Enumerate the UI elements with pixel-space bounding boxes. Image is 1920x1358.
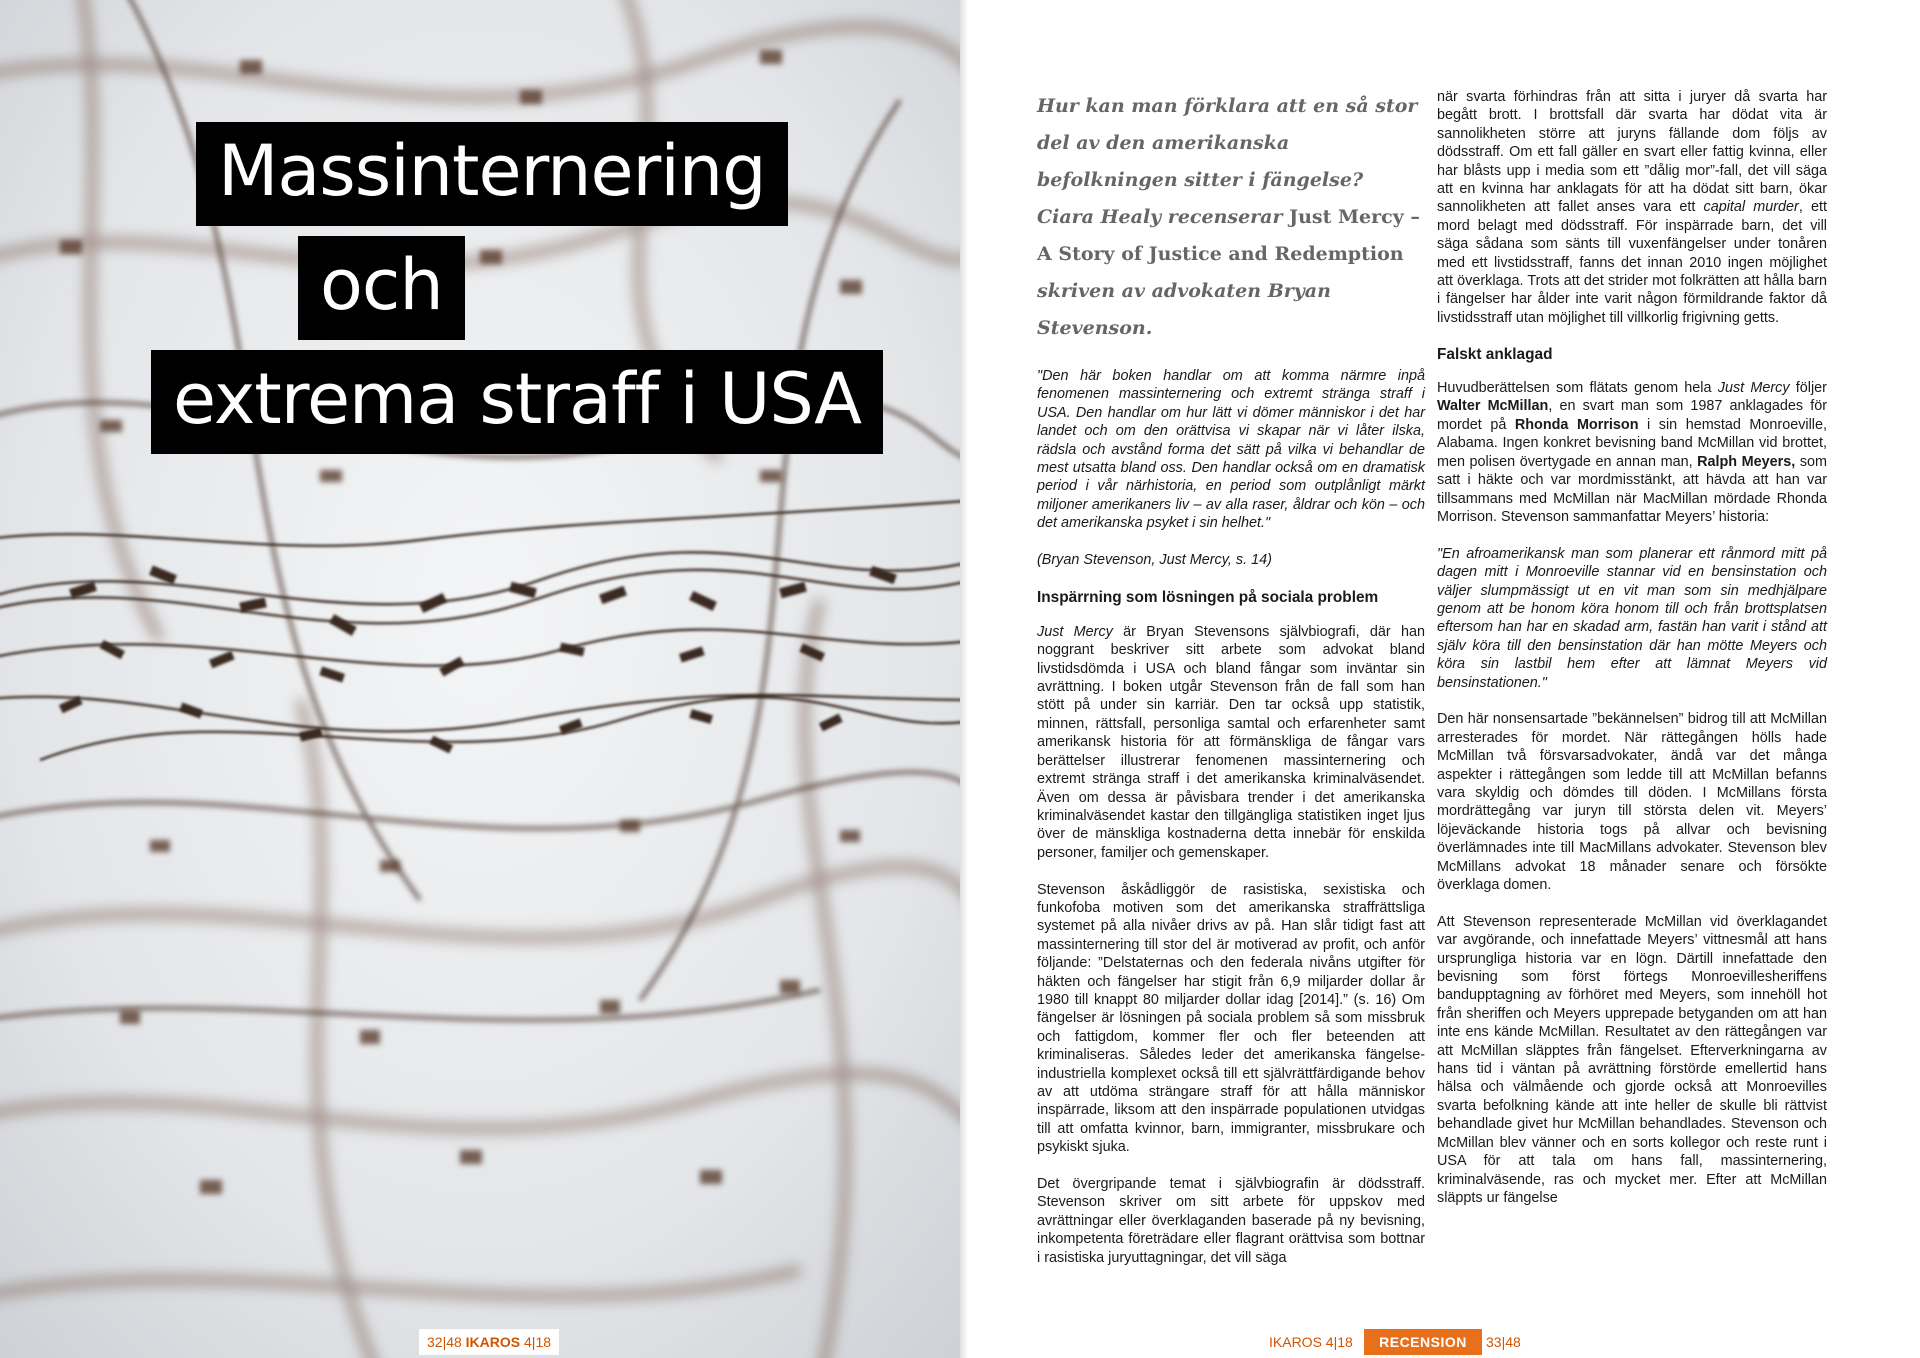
paragraph-2: Stevenson åskådliggör de rasistiska, sexistiska och funkofoba motiven som det amerikanska straffrättsliga systemet på alla nivåer drivs av på. Han slår tidigt fast att massinternering till stor del är motiverad av profit, och anför följande: ”Delstaternas och den federala nivåns utgifter för häkten och fängelser har stigit från 6,9 miljarder dollar år 1980 till knappt 80 miljarder dollar idag [2014].” (s. 16) Om fängelser är lösningen på sociala problem så som missbruk och fattigdom, kommer fler och fler beteenden att kriminaliseras. Således leder det amerikanska fängelse-industriella komplexet också till ett självrättfärdigande behov av att utdöma strängare straff för att hålla människor inspärrade, liksom att den inspärrade populationen utvidgas till att omfatta kvinnor, barn, immigranter, missbrukare och psykiskt sjuka. — [1037, 881, 1425, 1156]
intro-text-end: skriven av advokaten Bryan Stevenson. — [1037, 280, 1331, 339]
paragraph-4-text-b: , ett mord belagt med dödsstraff. För inspärrade barn, det vill säga sådana som sänts till vuxenfängelser under tonåren med ett livstidsstraff, fanns det innan 2010 ingen möjlighet att överklaga. Trots att det strider mot folkrätten att hålla barn i fängelser har ålder inte varit någon förmildrande faktor då livstidsstraff utan möjlighet till villkorlig frigivning getts. — [1437, 199, 1828, 326]
left-magazine-name: IKAROS — [465, 1334, 521, 1350]
title-line-3: extrema straff i USA — [151, 350, 883, 454]
opening-quote: "Den här boken handlar om att komma närmre inpå fenomenen massinternering och extremt stränga straff i USA. Den handlar om hur lätt vi dömer människor i det har landet och om den orättvisa vi skapar när vi låter ilska, rädsla och avstånd forma det sätt på vilka vi behandlar de mest utsatta bland oss. Den handlar också om en dramatisk period i vår närhistoria, en period som outplånligt märkt miljoner amerikaners liv – av alla raser, åldrar och kön – och det amerikanska psyket i sin helhet." — [1037, 368, 1425, 532]
p5-name-ralph: Ralph Meyers, — [1697, 453, 1796, 470]
paragraph-5 — [1437, 379, 1827, 526]
p5-t1: Huvudberättelsen som flätats genom hela — [1437, 380, 1718, 397]
text-column-1 — [1037, 88, 1425, 1285]
left-page-number: 32|48 — [427, 1334, 462, 1350]
section-heading-inspärrning: Inspärrning som lösningen på sociala problem — [1037, 589, 1379, 607]
text-column-2 — [1437, 88, 1827, 1226]
section-heading-falskt-anklagad: Falskt anklagad — [1437, 345, 1553, 363]
p5-book-title: Just Mercy — [1717, 380, 1790, 397]
right-page — [960, 0, 1920, 1358]
p5-t2: följer — [1789, 380, 1827, 397]
right-issue-label: IKAROS 4|18 — [1269, 1334, 1353, 1350]
paragraph-1 — [1037, 623, 1425, 862]
meyers-quote: "En afroamerikansk man som planerar ett rånmord mitt på dagen mitt i Monroeville stannar vid en bensinstation och väljer slumpmässigt ut en vit man som sin medhjälpare genom att be honom köra honom till och från brottsplatsen eftersom han har en skadad arm, fastän han varit i stånd att själv köra till den bensinstation där han mötte Meyers och köra sin lastbil hem efter att lämnat Meyers vid bensinstationen." — [1437, 545, 1827, 691]
p5-name-walter: Walter McMillan — [1437, 398, 1549, 415]
article-intro — [1037, 88, 1425, 347]
book-title-inline: Just Mercy — [1037, 623, 1113, 640]
intro-text: Hur kan man förklara att en så stor del av den amerikanska befolkningen sitter i fängelse? Ciara Healy recenserar — [1037, 95, 1418, 228]
paragraph-1-text: är Bryan Stevensons självbiografi, där han noggrant beskriver sitt arbete som advokat bland livstidsdömda i USA och bland fångar som inväntar sin avrättning. I boken utgår Stevenson från de fall som han stött på under sin karriär. Den tar också upp statistik, minnen, rättsfall, personliga samtal och erfarenheter samt amerikansk historia för att förmänskliga de fångar vars berättelser illustrerar fenomenen massinternering och extremt stränga straff i det amerikanska kriminalväsendet. Även om dessa är påvisbara trender i det amerikanska kriminalväsendet kastar den tillgängliga statistiken inget ljus över de mänskliga kostnaderna detta innebär för enskilda personer, familjer och gemenskaper. — [1037, 623, 1425, 861]
intro-book-title: Just Mercy – A Story of Justice and Redemption — [1037, 206, 1420, 265]
section-badge: RECENSION — [1364, 1329, 1482, 1355]
paragraph-4 — [1437, 88, 1827, 327]
paragraph-4-text-a: när svarta förhindras från att sitta i juryer då svarta har begått brott. I brottsfall där svarta har dödat vita är sannolikheten större att juryns fällande dom följs av dödsstraff. Om ett fall gäller en svart eller fattig kvinna, eller har blåsts upp i media som ett ”dålig mor”-fall, det vill säga att en kvinna har anklagats för att ha dödat sitt barn, ökar sannolikheten att fallet anses vara ett — [1437, 89, 1827, 216]
title-line-2: och — [298, 236, 465, 340]
p5-name-rhonda: Rhonda Morrison — [1514, 416, 1639, 433]
title-line-1: Massinternering — [196, 122, 788, 226]
left-page-footer — [419, 1329, 559, 1355]
quote-citation: (Bryan Stevenson, Just Mercy, s. 14) — [1037, 552, 1272, 569]
p5-t3: , en svart man som 1987 anklagades för mordet på — [1437, 398, 1827, 433]
p5-t4: i sin hemstad Monroeville, Alabama. Ingen konkret bevisning band McMillan vid brottet, men polisen övertygade en annan man, — [1437, 416, 1827, 470]
p5-t5: som satt i häkte och var mordmisstänkt, att hävda att han var tillsammans med McMillan när MacMillan mördade Rhonda Morrison. Stevenson sammanfattar Meyers’ historia: — [1437, 453, 1828, 525]
paragraph-6: Den här nonsensartade ”bekännelsen” bidrog till att McMillan arresterades för mordet. När rättegången hölls hade McMillan två försvarsadvokater, ändå var det många aspekter i rättegången som ledde till att McMillan befanns vara skyldig och dömdes till döden. I McMillans första mordrättegång var juryn till största delen vit. Meyers’ löjeväckande historia togs på allvar och bevisning överlämnades inte till MacMillans advokater. Stevenson blev McMillans advokat 18 månader senare och försökte överklaga domen. — [1437, 711, 1827, 894]
left-issue-number: 4|18 — [524, 1334, 552, 1350]
paragraph-4-emphasis: capital murder — [1703, 199, 1799, 216]
paragraph-7: Att Stevenson representerade McMillan vid överklagandet var avgörande, och innefattade Meyers’ vittnesmål att hans ursprungliga historia var en lögn. Därtill innefattade den bevisning som först förtegs Monroevillesheriffens bandupptagning av förhöret med Meyers, som innehöll hot från sheriffen och Meyers upprepade betyganden om att han inte ens kände McMillan. Resultatet av den rättegången var att McMillan släpptes från fängelset. Efterverkningarna av hans tid i väntan på avrättning förstörde emellertid hans hälsa och välmående och gjorde också att Monroevilles svarta befolkning kände att inte heller de skulle bli rättvist behandlade givet hur McMillan behandlades. Stevenson och McMillan blev vänner och en sorts kollegor och reste runt i USA för att tala om hans fall, massinternering, kriminalväsende, ras och mycket mer. Efter att McMillan släppts ur fängelse — [1437, 913, 1827, 1206]
right-page-number: 33|48 — [1486, 1334, 1521, 1350]
paragraph-3: Det övergripande temat i självbiografin är dödsstraff. Stevenson skriver om sitt arbete för uppskov med avrättningar eller överklaganden baserade på ny bevisning, inkompetenta företrädare eller flagrant orättvisa som bottnar i rasistiska juryuttagningar, det vill säga — [1037, 1176, 1425, 1266]
page-gutter-shadow — [960, 0, 968, 1358]
